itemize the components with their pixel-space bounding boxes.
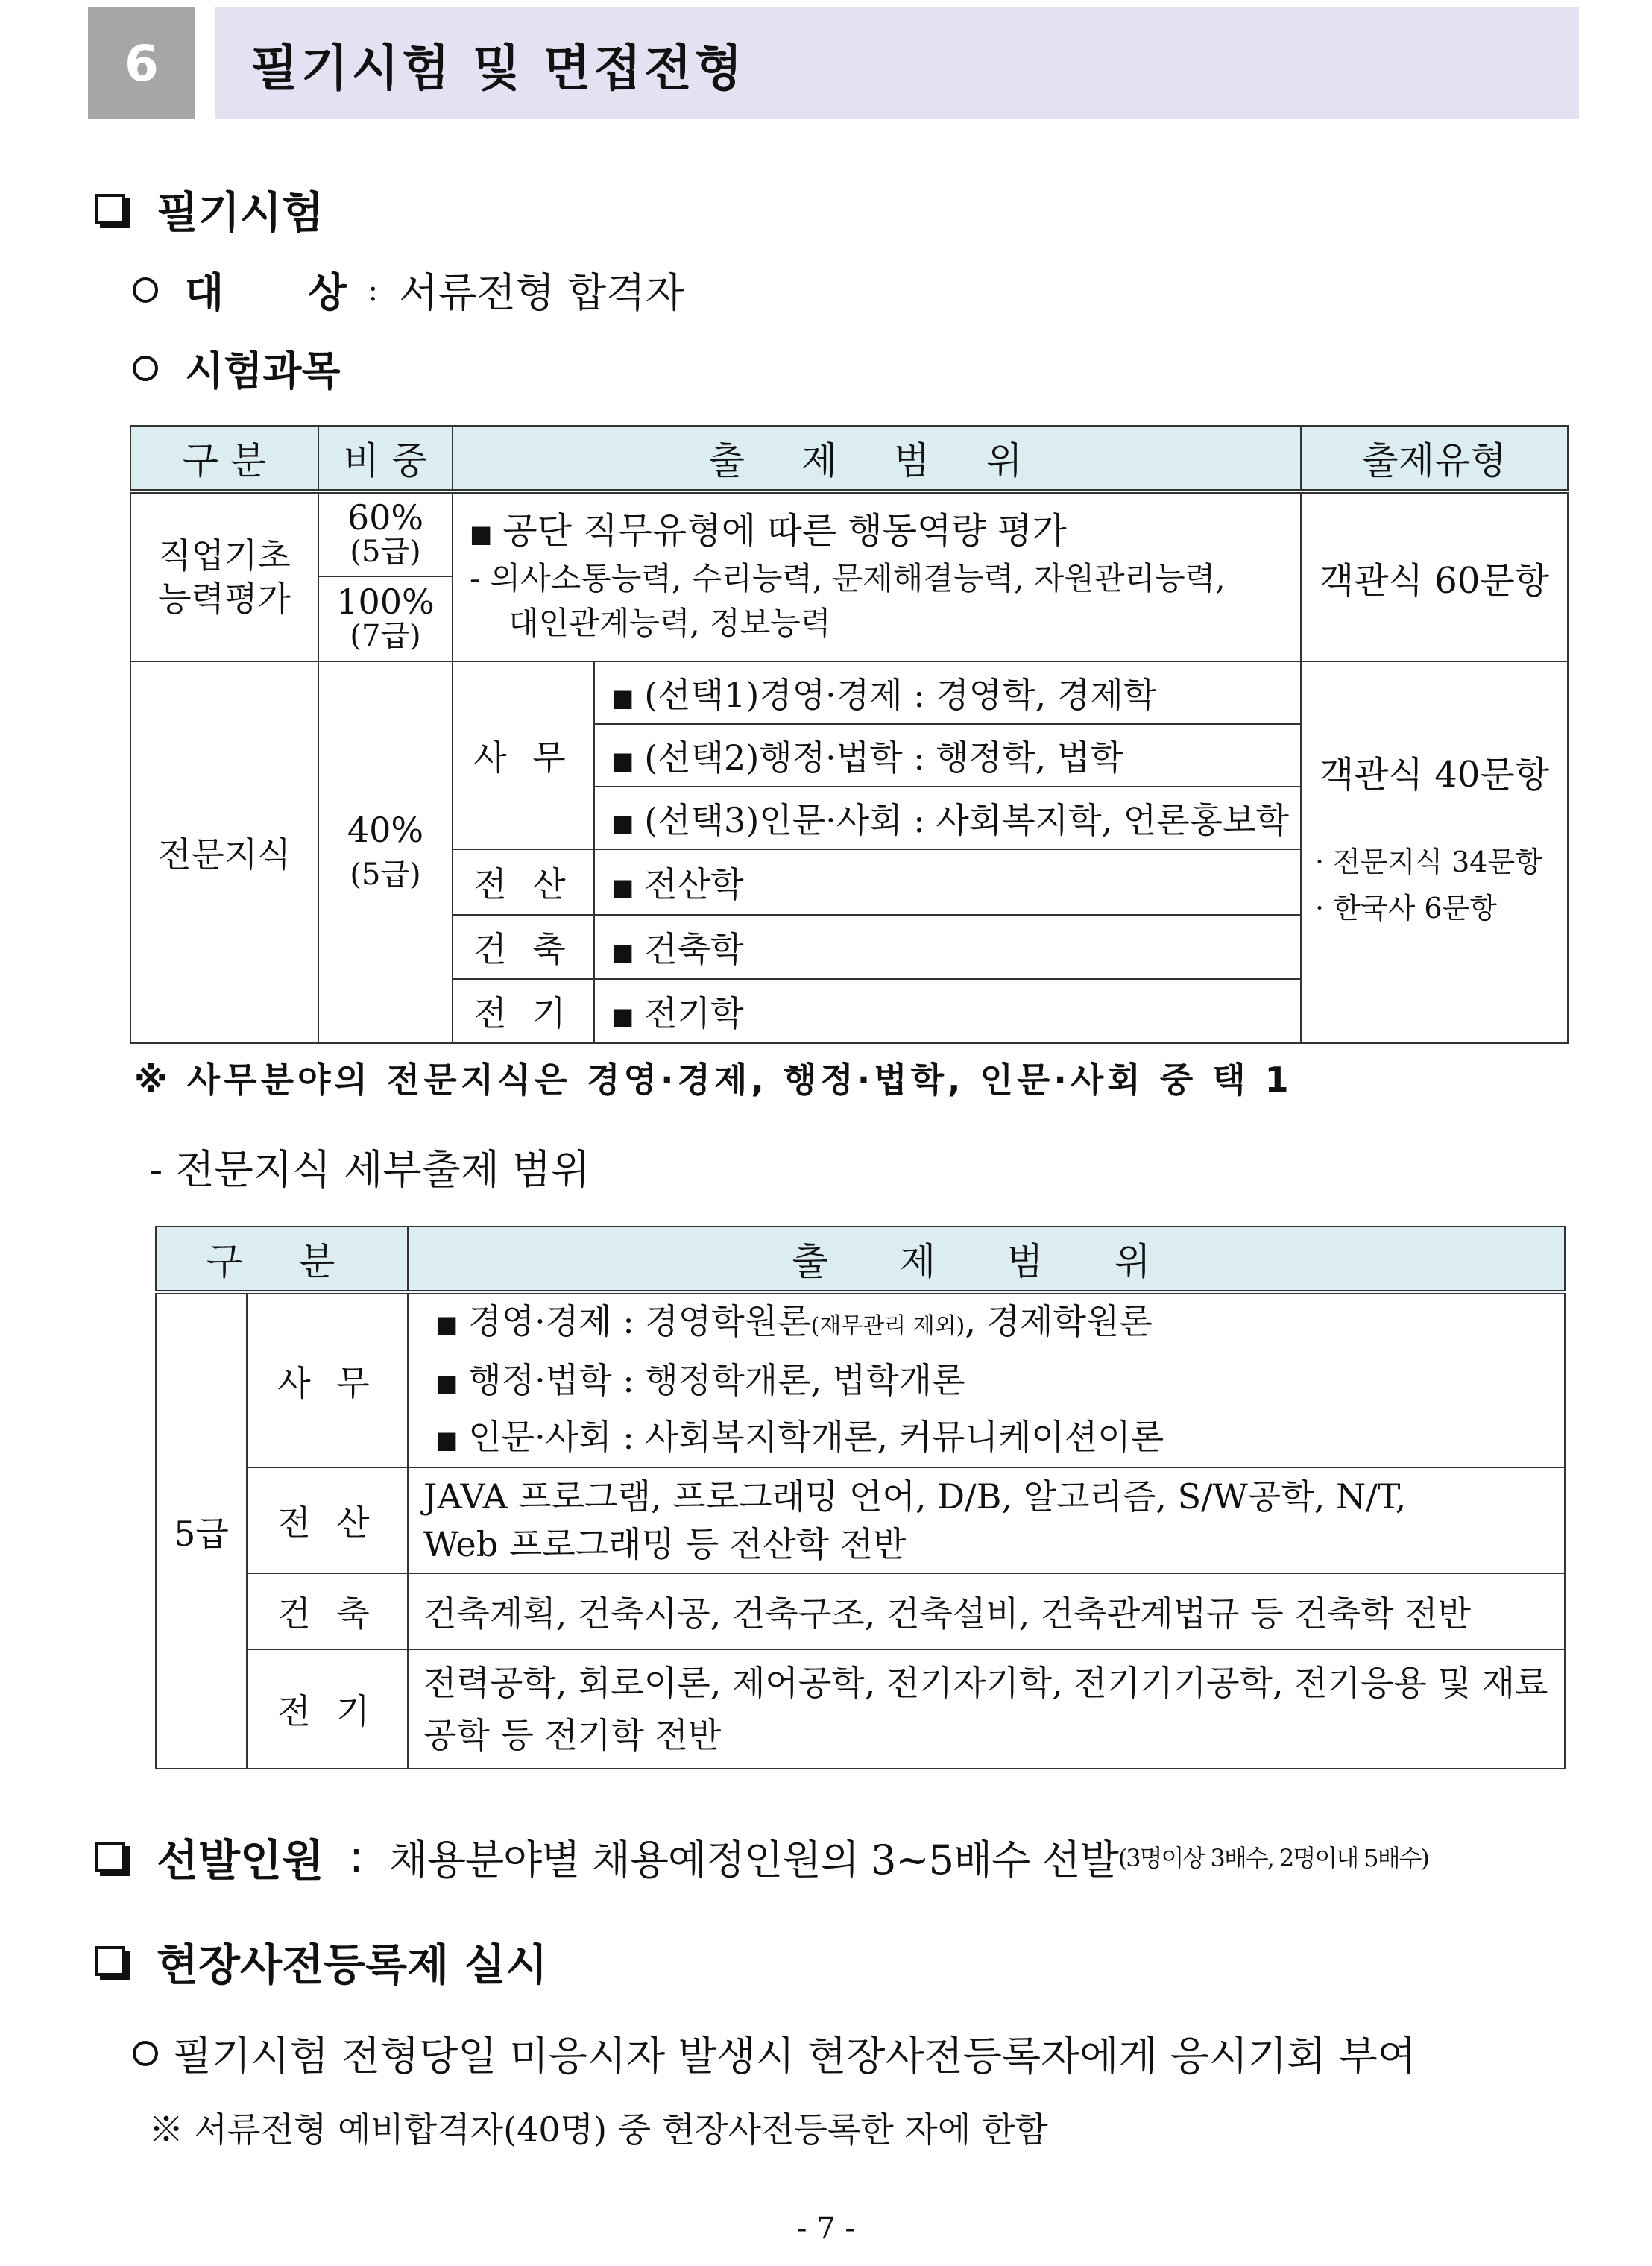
- table-header-cell: 출제유형: [1301, 426, 1568, 491]
- scope-computing: [408, 1467, 1565, 1573]
- scope-line: 공학 등 전기학 전반: [423, 1715, 722, 1755]
- onsite-note: ※ 서류전형 예비합격자(40명) 중 현장사전등록한 자에 한함: [149, 2109, 1048, 2150]
- selection-heading: 선발인원: [157, 1835, 324, 1886]
- weight-5grade: [318, 491, 453, 576]
- circle-bullet-icon: [133, 356, 158, 381]
- scope-line: 인문·사회 : 사회복지학개론, 커뮤니케이션이론: [468, 1417, 1164, 1457]
- checkbox-square-icon: [95, 1946, 125, 1976]
- scope-line: Web 프로그래밍 등 전산학 전반: [423, 1524, 907, 1564]
- onsite-heading-text: 현장사전등록제 실시: [157, 1939, 548, 1990]
- square-bullet-icon: ■: [470, 519, 493, 548]
- target-separator: :: [368, 271, 379, 308]
- scope-item: ■ 건축학: [594, 915, 1301, 979]
- field-architecture: 건 축: [247, 1573, 408, 1649]
- type-sub: · 한국사 6문항: [1315, 892, 1497, 925]
- table-header-cell: 구 분: [156, 1227, 408, 1292]
- category-basic: 직업기초 능력평가: [130, 491, 318, 661]
- grade-cell: 5급: [156, 1292, 247, 1769]
- scope-item: ■ (선택1)경영·경제 : 경영학, 경제학: [594, 661, 1301, 724]
- weight-grade: (5급): [350, 535, 421, 569]
- checkbox-square-icon: [95, 194, 125, 224]
- selection-separator: :: [349, 1831, 364, 1882]
- square-bullet-icon: ■: [435, 1369, 458, 1397]
- written-exam-heading: [95, 177, 324, 240]
- square-bullet-icon: ■: [611, 938, 634, 966]
- section-title-bar: [215, 7, 1579, 119]
- weight-value: 40%: [347, 810, 424, 850]
- weight-grade: (7급): [350, 619, 421, 653]
- onsite-item-text: 필기시험 전형당일 미응시자 발생시 현장사전등록자에게 응시기회 부여: [173, 2033, 1416, 2080]
- scope-line: 행정·법학 : 행정학개론, 법학개론: [468, 1360, 965, 1400]
- selection-small-note: (3명이상 3배수, 2명이내 5배수): [1117, 1844, 1428, 1872]
- weight-value: 60%: [347, 497, 424, 538]
- section-number-badge: 6: [88, 7, 195, 119]
- category-expert: 전문지식: [130, 661, 318, 1043]
- square-bullet-icon: ■: [611, 809, 634, 837]
- scope-line-tail: , 경제학원론: [965, 1301, 1153, 1341]
- subjects-label: 시험과목: [185, 347, 341, 394]
- scope-office: [408, 1292, 1565, 1467]
- onsite-heading: [95, 1930, 547, 1992]
- scope-line: 건축계획, 건축시공, 건축구조, 건축설비, 건축관계법규 등 건축학 전반: [423, 1593, 1472, 1634]
- checkbox-square-icon: [95, 1842, 125, 1872]
- weight-value: 100%: [336, 582, 435, 622]
- table-header-cell: 구 분: [130, 426, 318, 491]
- scope-line: 대인관계능력, 정보능력: [508, 604, 831, 641]
- scope-line: 경영·경제 : 경영학원론: [468, 1301, 811, 1341]
- table-header-cell: 출 제 범 위: [408, 1227, 1565, 1292]
- scope-item: ■ (선택3)인문·사회 : 사회복지학, 언론홍보학: [594, 787, 1301, 849]
- scope-architecture: [408, 1573, 1565, 1649]
- target-label: 대 상: [185, 269, 347, 316]
- field-computing: 전 산: [247, 1467, 408, 1573]
- circle-bullet-icon: [133, 277, 158, 303]
- type-sub: · 전문지식 34문항: [1315, 846, 1542, 878]
- scope-line: JAVA 프로그램, 프로그래밍 언어, D/B, 알고리즘, S/W공학, N/T,: [423, 1476, 1407, 1517]
- scope-line: 전력공학, 회로이론, 제어공학, 전기자기학, 전기기기공학, 전기응용 및 재료: [423, 1663, 1548, 1703]
- field-electric: 전 기: [453, 979, 594, 1043]
- square-bullet-icon: ■: [435, 1310, 458, 1338]
- field-office: 사 무: [453, 661, 594, 849]
- table-header-cell: 출 제 범 위: [453, 426, 1301, 491]
- table-header-cell: 비 중: [318, 426, 453, 491]
- onsite-item: [133, 2024, 1416, 2082]
- subjects-line: [133, 339, 341, 397]
- weight-7grade: [318, 576, 453, 661]
- scope-line: - 의사소통능력, 수리능력, 문제해결능력, 자원관리능력,: [470, 559, 1226, 597]
- square-bullet-icon: ■: [435, 1426, 458, 1454]
- type-expert: [1301, 661, 1568, 1043]
- square-bullet-icon: ■: [611, 873, 634, 901]
- field-architecture: 건 축: [453, 915, 594, 979]
- scope-item: ■ 전기학: [594, 979, 1301, 1043]
- scope-basic: [453, 491, 1301, 661]
- written-exam-heading-text: 필기시험: [157, 187, 324, 238]
- scope-line-note: (재무관리 제외): [810, 1313, 965, 1339]
- field-computing: 전 산: [453, 849, 594, 915]
- square-bullet-icon: ■: [611, 684, 634, 712]
- type-main: 객관식 40문항: [1319, 754, 1550, 796]
- selection-text: 채용분야별 채용예정인원의 3~5배수 선발: [388, 1836, 1118, 1883]
- field-electric: 전 기: [247, 1649, 408, 1769]
- scope-line: 공단 직무유형에 따른 행동역량 평가: [502, 510, 1067, 553]
- office-field-note: ※ 사무분야의 전문지식은 경영·경제, 행정·법학, 인문·사회 중 택 1: [134, 1060, 1293, 1100]
- field-office: 사 무: [247, 1292, 408, 1467]
- circle-bullet-icon: [133, 2041, 158, 2066]
- weight-expert: [318, 661, 453, 1043]
- type-basic: 객관식 60문항: [1301, 491, 1568, 661]
- scope-item: ■ 전산학: [594, 849, 1301, 915]
- section-title: 필기시험 및 면접전형: [250, 39, 745, 97]
- scope-electric: [408, 1649, 1565, 1769]
- selection-line: [95, 1825, 1428, 1888]
- detail-scope-table: [155, 1226, 1566, 1769]
- square-bullet-icon: ■: [611, 746, 634, 775]
- page-number: - 7 -: [797, 2212, 855, 2246]
- weight-grade: (5급): [350, 857, 421, 892]
- detail-scope-label: - 전문지식 세부출제 범위: [149, 1146, 590, 1193]
- square-bullet-icon: ■: [611, 1002, 634, 1030]
- exam-subjects-table: [130, 425, 1569, 1044]
- target-line: [133, 261, 684, 318]
- scope-item: ■ (선택2)행정·법학 : 행정학, 법학: [594, 724, 1301, 787]
- target-value: 서류전형 합격자: [399, 269, 684, 316]
